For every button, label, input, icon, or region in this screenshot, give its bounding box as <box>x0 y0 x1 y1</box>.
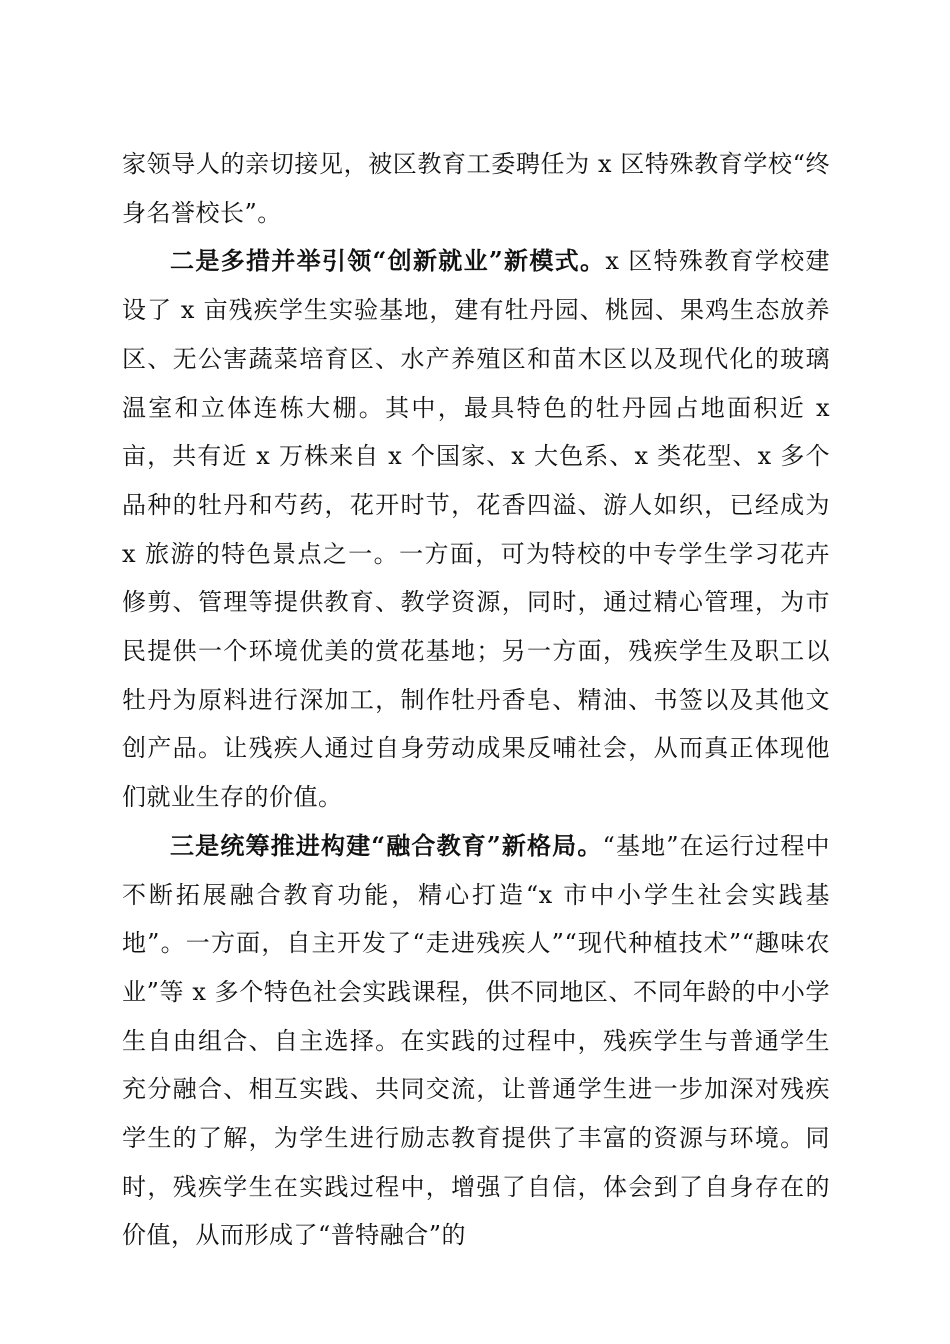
paragraph-continuation <box>122 140 830 237</box>
paragraph-innovative-employment <box>122 237 830 821</box>
document-body <box>122 140 830 1260</box>
paragraph-lead-heading: 三是统筹推进构建“融合教育”新格局。 <box>170 830 603 860</box>
paragraph-text: 家领导人的亲切接见，被区教育工委聘任为 x 区特殊教育学校“终身名誉校长”。 <box>122 150 830 227</box>
paragraph-text: “基地”在运行过程中不断拓展融合教育功能，精心打造“x 市中小学生社会实践基地”。一方面，自主开发了“走进残疾人”“现代种植技术”“趣味农业”等 x 多个特色社会实践课程，供不同地区、不同年龄的中小学生自由组合、自主选择。在实践的过程中，残疾学生与普通学生充分融合、相互实践、共同交流，让普通学生进一步加深对残疾学生的了解，为学生进行励志教育提供了丰富的资源与环境。同时，残疾学生在实践过程中，增强了自信，体会到了自身存在的价值，从而形成了“普特融合”的 <box>122 831 831 1250</box>
paragraph-text: x 区特殊教育学校建设了 x 亩残疾学生实验基地，建有牡丹园、桃园、果鸡生态放养区、无公害蔬菜培育区、水产养殖区和苗木区以及现代化的玻璃温室和立体连栋大棚。其中，最具特色的牡丹园占地面积近 x 亩，共有近 x 万株来自 x 个国家、x 大色系、x 类花型、x 多个品种的牡丹和芍药，花开时节，花香四溢、游人如织，已经成为 x 旅游的特色景点之一。一方面，可为特校的中专学生学习花卉修剪、管理等提供教育、教学资源，同时，通过精心管理，为市民提供一个环境优美的赏花基地；另一方面，残疾学生及职工以牡丹为原料进行深加工，制作牡丹香皂、精油、书签以及其他文创产品。让残疾人通过自身劳动成果反哺社会，从而真正体现他们就业生存的价值。 <box>122 247 831 812</box>
paragraph-integrated-education <box>122 822 830 1260</box>
paragraph-lead-heading: 二是多措并举引领“创新就业”新模式。 <box>170 246 606 276</box>
